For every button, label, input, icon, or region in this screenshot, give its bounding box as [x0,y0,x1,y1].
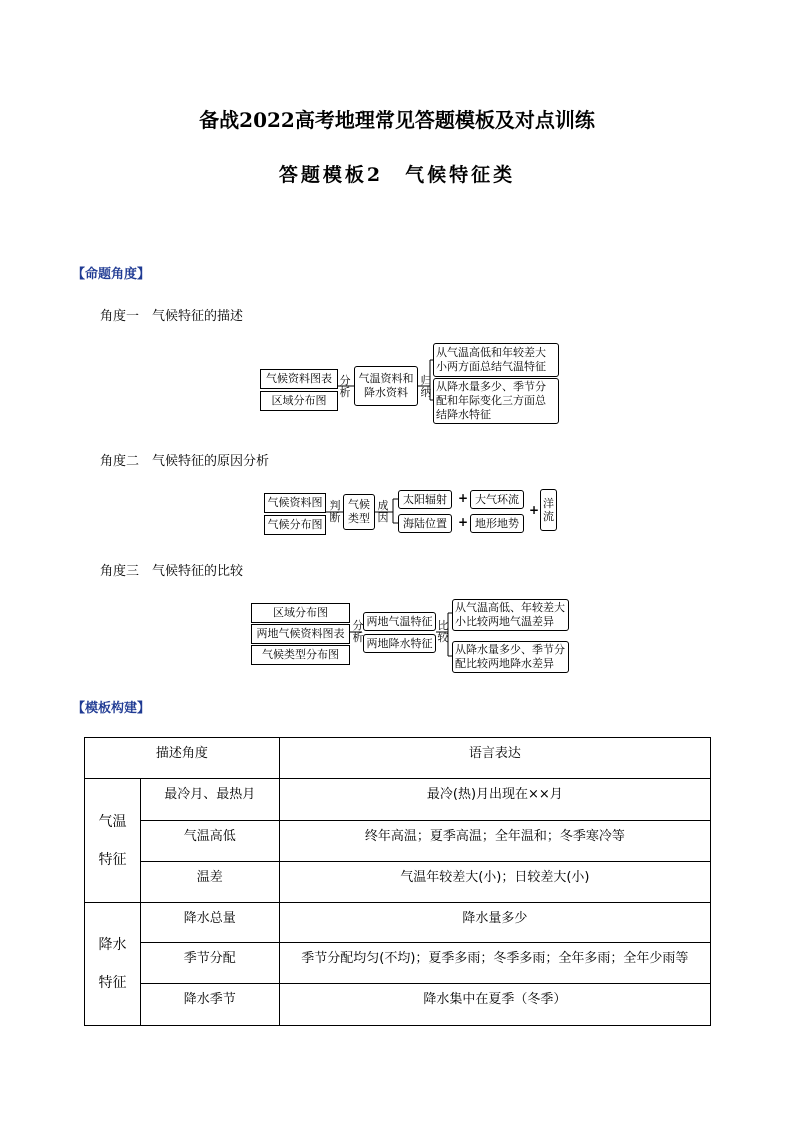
aspect-cell: 降水总量 [140,903,279,943]
diagram3-output-temperature: 从气温高低、年较差大小比较两地气温差异 [452,599,569,631]
diagram2-verb-cause: 成因 [377,499,389,524]
diagram2-factor-land-sea: 海陆位置 [398,514,452,533]
aspect-cell: 最冷月、最热月 [140,779,279,821]
diagram1-verb-analyze: 分析 [339,374,351,399]
table-row [85,862,711,903]
diagram3-verb-analyze: 分析 [352,619,364,644]
diagram2-source-climate-map: 气候分布图 [264,515,326,535]
expression-cell: 季节分配均匀(不均)；夏季多雨；冬季多雨；全年多雨；全年少雨等 [279,943,710,984]
diagram1-output-temperature: 从气温高低和年较差大小两方面总结气温特征 [433,343,559,377]
category-precipitation: 降水 特征 [85,903,141,1026]
diagram3-source-two-places-chart: 两地气候资料图表 [251,624,350,644]
diagram2-source-climate-chart: 气候资料图 [264,493,326,513]
aspect-cell: 季节分配 [140,943,279,984]
expression-cell: 降水集中在夏季（冬季） [279,984,710,1026]
diagram2-plus-2: + [458,515,469,529]
diagram2-factor-ocean-current: 洋流 [540,489,557,531]
table-row [85,984,711,1026]
diagram1-mid-data: 气温资料和降水资料 [354,366,418,406]
table-row [85,821,711,862]
angle-one-label: 角度一 气候特征的描述 [100,309,244,324]
diagram3-source-region-map: 区域分布图 [251,603,350,623]
angle-two-label: 角度二 气候特征的原因分析 [100,454,270,469]
diagram3-source-climate-type-map: 气候类型分布图 [251,645,350,665]
expression-cell: 降水量多少 [279,903,710,943]
angle-three-label: 角度三 气候特征的比较 [100,564,244,579]
table-row [85,903,711,943]
aspect-cell: 气温高低 [140,821,279,862]
template-subtitle: 答题模板2 气候特征类 [278,164,516,186]
header-language-expression: 语言表达 [279,738,710,779]
expression-cell: 气温年较差大(小)；日较差大(小) [279,862,710,903]
document-title: 备战2022高考地理常见答题模板及对点训练 [199,108,595,132]
expression-cell: 终年高温；夏季高温；全年温和；冬季寒冷等 [279,821,710,862]
category-temperature: 气温 特征 [85,779,141,903]
diagram1-source-region-map: 区域分布图 [260,391,338,411]
table-row [85,779,711,821]
diagram2-plus-1: + [458,491,469,505]
diagram2-factor-solar: 太阳辐射 [398,490,452,509]
table-row [85,943,711,984]
expression-cell: 最冷(热)月出现在××月 [279,779,710,821]
diagram2-factor-circulation: 大气环流 [470,490,524,509]
diagram3-mid-temperature: 两地气温特征 [363,612,436,631]
table-header-row [85,738,711,779]
section-heading-template: 【模板构建】 [72,701,151,716]
diagram2-factor-terrain: 地形地势 [470,514,524,533]
diagram1-output-precipitation: 从降水量多少、季节分配和年际变化三方面总结降水特征 [433,378,559,424]
section-heading-angles: 【命题角度】 [72,267,151,282]
diagram3-mid-precipitation: 两地降水特征 [363,634,436,653]
diagram2-mid-climate-type: 气候类型 [343,494,375,530]
aspect-cell: 温差 [140,862,279,903]
diagram2-verb-judge: 判断 [329,499,341,524]
header-description-angle: 描述角度 [85,738,280,779]
diagram3-verb-compare: 比较 [437,619,449,644]
diagram2-plus-3: + [529,503,540,517]
diagram1-verb-summarize: 归纳 [420,374,432,399]
diagram1-source-climate-chart: 气候资料图表 [260,369,338,389]
diagram3-output-precipitation: 从降水量多少、季节分配比较两地降水差异 [452,641,569,673]
template-table [84,737,711,1026]
aspect-cell: 降水季节 [140,984,279,1026]
